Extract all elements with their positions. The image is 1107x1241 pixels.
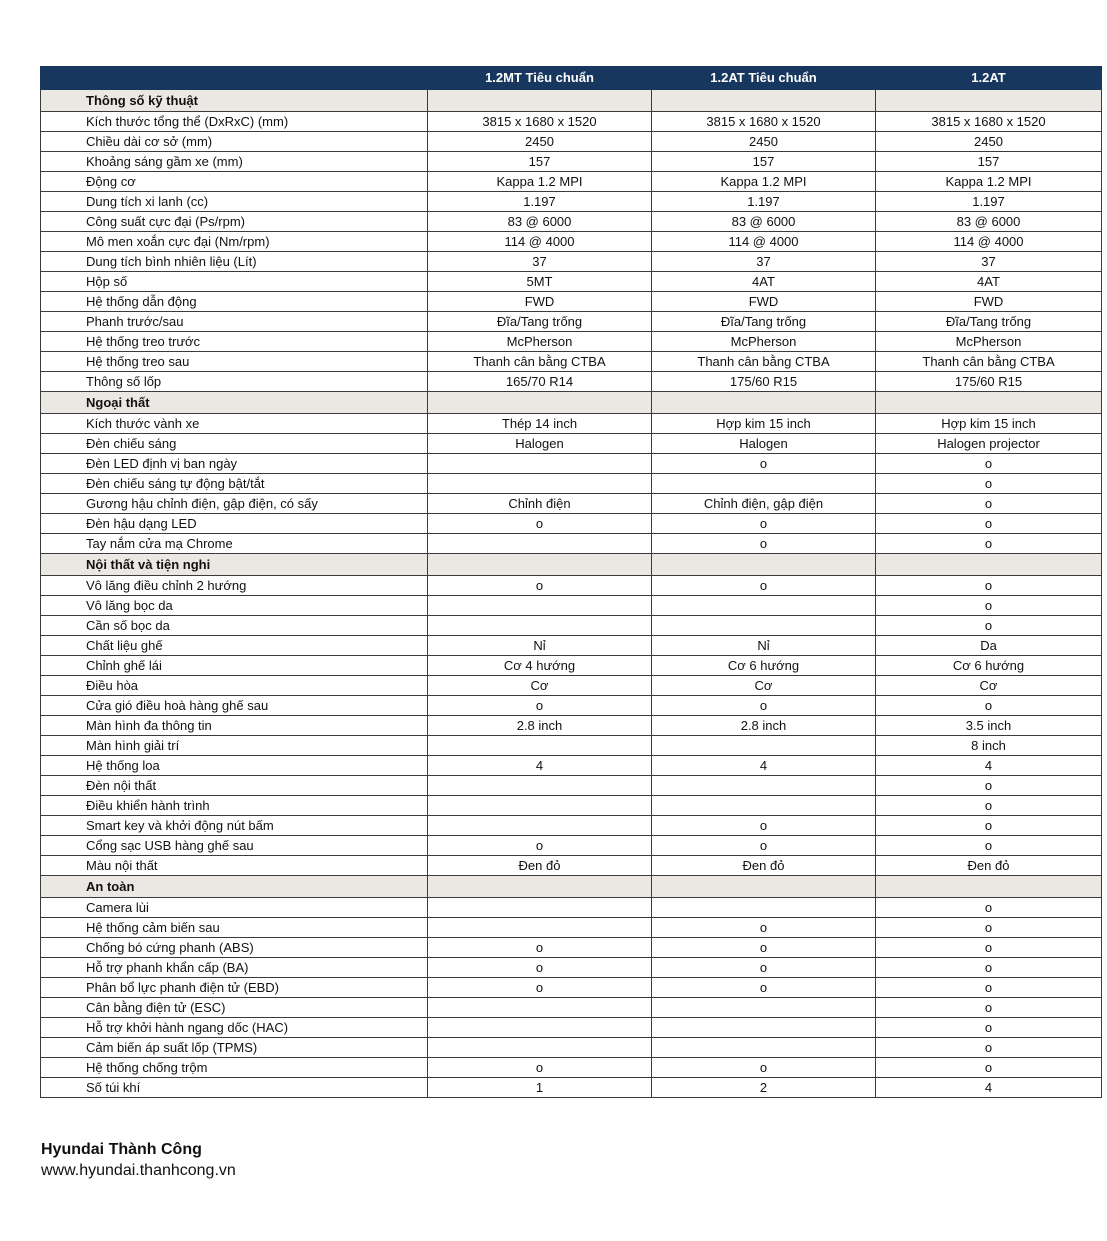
spec-label: Kích thước vành xe: [41, 414, 428, 434]
spec-label: Chiều dài cơ sở (mm): [41, 132, 428, 152]
section-header-row: [41, 392, 1102, 414]
section-empty-cell: [876, 392, 1102, 414]
spec-label: Hộp số: [41, 272, 428, 292]
company-name: Hyundai Thành Công: [41, 1141, 202, 1158]
spec-value-variant-3: o: [876, 474, 1102, 494]
section-empty-cell: [652, 392, 876, 414]
spec-value-variant-3: 4AT: [876, 272, 1102, 292]
spec-label: Chất liệu ghế: [41, 636, 428, 656]
spec-value-variant-3: FWD: [876, 292, 1102, 312]
table-row: [41, 534, 1102, 554]
section-title: An toàn: [41, 876, 428, 898]
table-row: [41, 856, 1102, 876]
table-row: [41, 152, 1102, 172]
spec-value-variant-2: 114 @ 4000: [652, 232, 876, 252]
spec-value-variant-1: [428, 616, 652, 636]
spec-label: Cổng sạc USB hàng ghế sau: [41, 836, 428, 856]
spec-value-variant-2: 2.8 inch: [652, 716, 876, 736]
spec-value-variant-3: 2450: [876, 132, 1102, 152]
spec-value-variant-3: o: [876, 514, 1102, 534]
spec-value-variant-2: 37: [652, 252, 876, 272]
spec-value-variant-2: Cơ: [652, 676, 876, 696]
spec-value-variant-3: Cơ: [876, 676, 1102, 696]
table-row: [41, 514, 1102, 534]
spec-value-variant-2: [652, 1038, 876, 1058]
spec-value-variant-2: 4AT: [652, 272, 876, 292]
spec-value-variant-1: [428, 454, 652, 474]
spec-value-variant-1: Kappa 1.2 MPI: [428, 172, 652, 192]
spec-value-variant-3: Đĩa/Tang trống: [876, 312, 1102, 332]
spec-value-variant-2: o: [652, 978, 876, 998]
spec-value-variant-1: 4: [428, 756, 652, 776]
table-row: [41, 212, 1102, 232]
spec-value-variant-3: 37: [876, 252, 1102, 272]
spec-value-variant-3: Cơ 6 hướng: [876, 656, 1102, 676]
spec-label: Động cơ: [41, 172, 428, 192]
spec-value-variant-1: 2450: [428, 132, 652, 152]
spec-value-variant-2: Chỉnh điện, gập điện: [652, 494, 876, 514]
spec-value-variant-3: 1.197: [876, 192, 1102, 212]
spec-value-variant-1: o: [428, 958, 652, 978]
spec-value-variant-2: o: [652, 696, 876, 716]
table-row: [41, 958, 1102, 978]
spec-value-variant-1: [428, 918, 652, 938]
section-empty-cell: [876, 90, 1102, 112]
section-empty-cell: [428, 90, 652, 112]
spec-value-variant-3: Đen đỏ: [876, 856, 1102, 876]
table-row: [41, 494, 1102, 514]
spec-value-variant-1: Chỉnh điện: [428, 494, 652, 514]
spec-value-variant-1: 5MT: [428, 272, 652, 292]
spec-value-variant-2: 4: [652, 756, 876, 776]
header-cell-variant-2: 1.2AT Tiêu chuẩn: [652, 67, 876, 90]
table-row: [41, 192, 1102, 212]
table-row: [41, 112, 1102, 132]
table-row: [41, 696, 1102, 716]
spec-value-variant-2: Kappa 1.2 MPI: [652, 172, 876, 192]
spec-value-variant-3: Hợp kim 15 inch: [876, 414, 1102, 434]
spec-label: Kích thước tổng thể (DxRxC) (mm): [41, 112, 428, 132]
spec-value-variant-1: Cơ: [428, 676, 652, 696]
spec-label: Đèn LED định vị ban ngày: [41, 454, 428, 474]
spec-value-variant-1: 37: [428, 252, 652, 272]
spec-value-variant-2: Cơ 6 hướng: [652, 656, 876, 676]
spec-value-variant-3: o: [876, 576, 1102, 596]
table-row: [41, 918, 1102, 938]
spec-label: Smart key và khởi động nút bấm: [41, 816, 428, 836]
spec-value-variant-2: [652, 898, 876, 918]
spec-value-variant-1: o: [428, 576, 652, 596]
spec-value-variant-1: Cơ 4 hướng: [428, 656, 652, 676]
spec-value-variant-3: Kappa 1.2 MPI: [876, 172, 1102, 192]
table-row: [41, 716, 1102, 736]
spec-value-variant-2: [652, 596, 876, 616]
spec-label: Khoảng sáng gầm xe (mm): [41, 152, 428, 172]
spec-value-variant-2: o: [652, 514, 876, 534]
table-row: [41, 1038, 1102, 1058]
spec-value-variant-3: 114 @ 4000: [876, 232, 1102, 252]
table-row: [41, 898, 1102, 918]
spec-label: Camera lùi: [41, 898, 428, 918]
spec-value-variant-1: 114 @ 4000: [428, 232, 652, 252]
table-row: [41, 596, 1102, 616]
spec-value-variant-2: 157: [652, 152, 876, 172]
spec-value-variant-3: o: [876, 596, 1102, 616]
spec-label: Màn hình đa thông tin: [41, 716, 428, 736]
section-header-row: [41, 554, 1102, 576]
spec-value-variant-3: o: [876, 1038, 1102, 1058]
spec-value-variant-3: o: [876, 836, 1102, 856]
spec-value-variant-2: 83 @ 6000: [652, 212, 876, 232]
spec-value-variant-1: 165/70 R14: [428, 372, 652, 392]
spec-value-variant-2: 2: [652, 1078, 876, 1098]
spec-value-variant-2: 3815 x 1680 x 1520: [652, 112, 876, 132]
spec-value-variant-2: Halogen: [652, 434, 876, 454]
table-row: [41, 1078, 1102, 1098]
spec-value-variant-3: o: [876, 696, 1102, 716]
spec-value-variant-3: o: [876, 776, 1102, 796]
website-url: www.hyundai.thanhcong.vn: [41, 1162, 236, 1179]
section-empty-cell: [428, 392, 652, 414]
spec-value-variant-1: 3815 x 1680 x 1520: [428, 112, 652, 132]
table-row: [41, 292, 1102, 312]
spec-value-variant-1: o: [428, 938, 652, 958]
spec-value-variant-2: 175/60 R15: [652, 372, 876, 392]
spec-label: Điều hòa: [41, 676, 428, 696]
table-row: [41, 312, 1102, 332]
table-row: [41, 132, 1102, 152]
spec-label: Phanh trước/sau: [41, 312, 428, 332]
spec-value-variant-3: o: [876, 796, 1102, 816]
spec-value-variant-1: [428, 796, 652, 816]
spec-value-variant-2: [652, 998, 876, 1018]
section-empty-cell: [652, 554, 876, 576]
section-empty-cell: [876, 554, 1102, 576]
spec-value-variant-1: Halogen: [428, 434, 652, 454]
table-row: [41, 756, 1102, 776]
table-row: [41, 372, 1102, 392]
spec-value-variant-1: [428, 1018, 652, 1038]
spec-value-variant-1: 1: [428, 1078, 652, 1098]
spec-value-variant-3: o: [876, 998, 1102, 1018]
spec-value-variant-2: 2450: [652, 132, 876, 152]
spec-value-variant-1: 157: [428, 152, 652, 172]
spec-value-variant-3: 83 @ 6000: [876, 212, 1102, 232]
table-row: [41, 636, 1102, 656]
spec-label: Hệ thống loa: [41, 756, 428, 776]
spec-value-variant-3: 3815 x 1680 x 1520: [876, 112, 1102, 132]
spec-value-variant-3: 4: [876, 1078, 1102, 1098]
spec-value-variant-2: [652, 736, 876, 756]
spec-value-variant-1: o: [428, 696, 652, 716]
spec-value-variant-1: 2.8 inch: [428, 716, 652, 736]
spec-label: Mô men xoắn cực đại (Nm/rpm): [41, 232, 428, 252]
spec-value-variant-2: Hợp kim 15 inch: [652, 414, 876, 434]
spec-value-variant-2: Đĩa/Tang trống: [652, 312, 876, 332]
spec-value-variant-3: o: [876, 978, 1102, 998]
spec-value-variant-1: [428, 596, 652, 616]
spec-value-variant-3: o: [876, 1058, 1102, 1078]
spec-value-variant-3: 3.5 inch: [876, 716, 1102, 736]
spec-value-variant-1: o: [428, 514, 652, 534]
spec-value-variant-2: o: [652, 1058, 876, 1078]
table-row: [41, 676, 1102, 696]
table-row: [41, 332, 1102, 352]
header-cell-label: [41, 67, 428, 90]
spec-value-variant-2: FWD: [652, 292, 876, 312]
spec-value-variant-1: [428, 998, 652, 1018]
spec-value-variant-1: o: [428, 978, 652, 998]
spec-value-variant-3: o: [876, 938, 1102, 958]
section-empty-cell: [652, 90, 876, 112]
table-row: [41, 172, 1102, 192]
spec-table-header: [41, 67, 1102, 90]
spec-value-variant-3: o: [876, 616, 1102, 636]
spec-label: Cảm biến áp suất lốp (TPMS): [41, 1038, 428, 1058]
spec-label: Đèn chiếu sáng tự động bật/tắt: [41, 474, 428, 494]
spec-label: Công suất cực đại (Ps/rpm): [41, 212, 428, 232]
section-empty-cell: [876, 876, 1102, 898]
spec-label: Tay nắm cửa mạ Chrome: [41, 534, 428, 554]
spec-value-variant-2: [652, 776, 876, 796]
spec-value-variant-3: 4: [876, 756, 1102, 776]
spec-value-variant-1: [428, 1038, 652, 1058]
table-row: [41, 776, 1102, 796]
spec-value-variant-2: [652, 616, 876, 636]
table-row: [41, 938, 1102, 958]
spec-value-variant-2: [652, 796, 876, 816]
spec-label: Hệ thống dẫn động: [41, 292, 428, 312]
spec-value-variant-3: Thanh cân bằng CTBA: [876, 352, 1102, 372]
spec-label: Điều khiển hành trình: [41, 796, 428, 816]
spec-value-variant-2: o: [652, 534, 876, 554]
spec-label: Đèn nội thất: [41, 776, 428, 796]
spec-value-variant-3: o: [876, 534, 1102, 554]
spec-value-variant-2: [652, 1018, 876, 1038]
spec-value-variant-1: [428, 736, 652, 756]
spec-label: Cửa gió điều hoà hàng ghế sau: [41, 696, 428, 716]
spec-value-variant-2: Nỉ: [652, 636, 876, 656]
spec-value-variant-2: o: [652, 454, 876, 474]
spec-value-variant-1: Đĩa/Tang trống: [428, 312, 652, 332]
spec-value-variant-3: o: [876, 494, 1102, 514]
spec-label: Cân bằng điện tử (ESC): [41, 998, 428, 1018]
spec-label: Chỉnh ghế lái: [41, 656, 428, 676]
table-row: [41, 978, 1102, 998]
table-row: [41, 616, 1102, 636]
spec-value-variant-2: o: [652, 958, 876, 978]
table-row: [41, 1058, 1102, 1078]
spec-value-variant-1: Thép 14 inch: [428, 414, 652, 434]
header-cell-variant-3: 1.2AT: [876, 67, 1102, 90]
spec-value-variant-1: [428, 534, 652, 554]
spec-value-variant-3: 8 inch: [876, 736, 1102, 756]
spec-value-variant-2: Đen đỏ: [652, 856, 876, 876]
spec-value-variant-2: o: [652, 836, 876, 856]
spec-value-variant-2: o: [652, 938, 876, 958]
spec-value-variant-3: o: [876, 1018, 1102, 1038]
table-row: [41, 414, 1102, 434]
section-title: Thông số kỹ thuật: [41, 90, 428, 112]
header-row: [41, 67, 1102, 90]
spec-label: Số túi khí: [41, 1078, 428, 1098]
spec-value-variant-3: Da: [876, 636, 1102, 656]
spec-label: Hệ thống chống trộm: [41, 1058, 428, 1078]
spec-value-variant-3: 157: [876, 152, 1102, 172]
section-title: Ngoại thất: [41, 392, 428, 414]
spec-value-variant-1: o: [428, 1058, 652, 1078]
spec-value-variant-1: [428, 816, 652, 836]
section-title: Nội thất và tiện nghi: [41, 554, 428, 576]
spec-label: Hỗ trợ phanh khẩn cấp (BA): [41, 958, 428, 978]
section-empty-cell: [428, 876, 652, 898]
table-row: [41, 434, 1102, 454]
table-row: [41, 272, 1102, 292]
spec-value-variant-3: o: [876, 898, 1102, 918]
spec-table-body: [41, 90, 1102, 1098]
table-row: [41, 998, 1102, 1018]
spec-value-variant-1: 83 @ 6000: [428, 212, 652, 232]
spec-label: Cần số bọc da: [41, 616, 428, 636]
spec-label: Hệ thống treo sau: [41, 352, 428, 372]
spec-value-variant-2: o: [652, 576, 876, 596]
spec-label: Đèn chiếu sáng: [41, 434, 428, 454]
spec-label: Phân bổ lực phanh điện tử (EBD): [41, 978, 428, 998]
table-row: [41, 796, 1102, 816]
section-header-row: [41, 876, 1102, 898]
spec-label: Vô lăng điều chỉnh 2 hướng: [41, 576, 428, 596]
table-row: [41, 736, 1102, 756]
spec-label: Thông số lốp: [41, 372, 428, 392]
spec-label: Vô lăng bọc da: [41, 596, 428, 616]
table-row: [41, 454, 1102, 474]
header-cell-variant-1: 1.2MT Tiêu chuẩn: [428, 67, 652, 90]
spec-value-variant-3: 175/60 R15: [876, 372, 1102, 392]
table-row: [41, 836, 1102, 856]
spec-value-variant-2: [652, 474, 876, 494]
table-row: [41, 656, 1102, 676]
spec-label: Màn hình giải trí: [41, 736, 428, 756]
spec-value-variant-3: o: [876, 918, 1102, 938]
spec-label: Dung tích bình nhiên liệu (Lít): [41, 252, 428, 272]
spec-value-variant-1: [428, 474, 652, 494]
spec-label: Gương hậu chỉnh điện, gập điện, có sấy: [41, 494, 428, 514]
spec-value-variant-1: [428, 776, 652, 796]
spec-label: Hệ thống cảm biến sau: [41, 918, 428, 938]
spec-value-variant-1: Nỉ: [428, 636, 652, 656]
spec-value-variant-3: Halogen projector: [876, 434, 1102, 454]
spec-label: Đèn hậu dạng LED: [41, 514, 428, 534]
spec-value-variant-3: McPherson: [876, 332, 1102, 352]
table-row: [41, 576, 1102, 596]
spec-label: Hệ thống treo trước: [41, 332, 428, 352]
spec-label: Dung tích xi lanh (cc): [41, 192, 428, 212]
table-row: [41, 352, 1102, 372]
spec-value-variant-3: o: [876, 816, 1102, 836]
spec-value-variant-1: Đen đỏ: [428, 856, 652, 876]
section-empty-cell: [428, 554, 652, 576]
section-header-row: [41, 90, 1102, 112]
table-row: [41, 252, 1102, 272]
spec-value-variant-3: o: [876, 454, 1102, 474]
spec-label: Chống bó cứng phanh (ABS): [41, 938, 428, 958]
spec-value-variant-1: McPherson: [428, 332, 652, 352]
spec-value-variant-2: 1.197: [652, 192, 876, 212]
table-row: [41, 816, 1102, 836]
spec-value-variant-1: o: [428, 836, 652, 856]
spec-table: [40, 66, 1102, 1098]
spec-value-variant-2: Thanh cân bằng CTBA: [652, 352, 876, 372]
spec-value-variant-1: [428, 898, 652, 918]
footer: [41, 1139, 236, 1181]
spec-value-variant-1: 1.197: [428, 192, 652, 212]
section-empty-cell: [652, 876, 876, 898]
spec-value-variant-1: Thanh cân bằng CTBA: [428, 352, 652, 372]
spec-value-variant-3: o: [876, 958, 1102, 978]
table-row: [41, 232, 1102, 252]
spec-value-variant-1: FWD: [428, 292, 652, 312]
spec-value-variant-2: o: [652, 918, 876, 938]
table-row: [41, 1018, 1102, 1038]
spec-label: Màu nội thất: [41, 856, 428, 876]
spec-value-variant-2: o: [652, 816, 876, 836]
spec-label: Hỗ trợ khởi hành ngang dốc (HAC): [41, 1018, 428, 1038]
spec-value-variant-2: McPherson: [652, 332, 876, 352]
table-row: [41, 474, 1102, 494]
